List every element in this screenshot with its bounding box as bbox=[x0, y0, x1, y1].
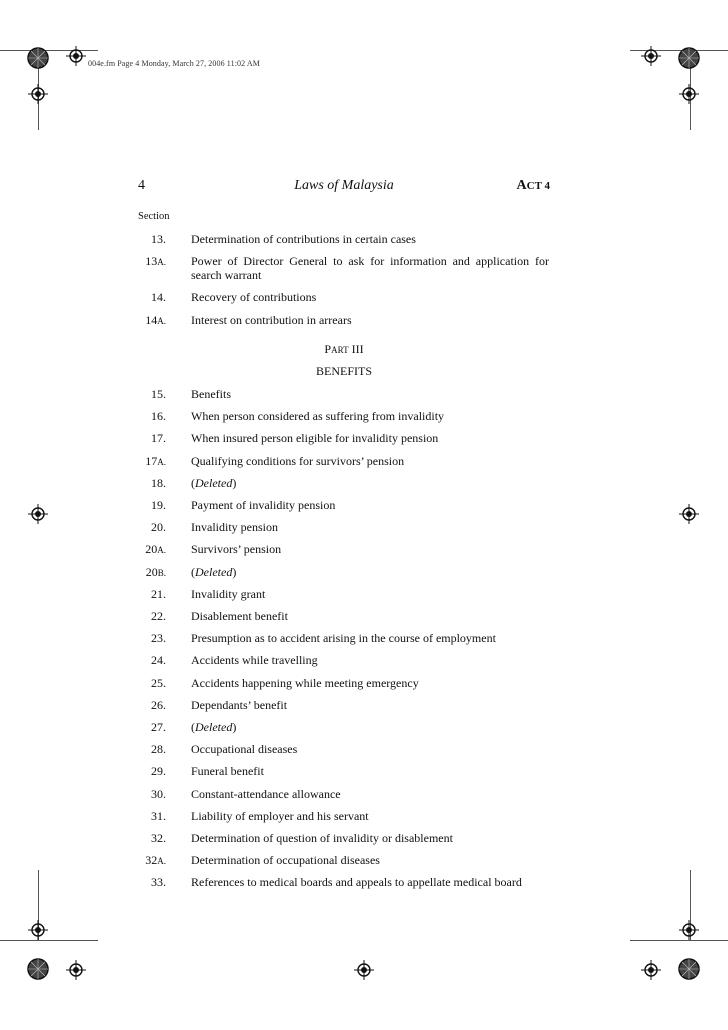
registration-mark-icon bbox=[28, 84, 48, 104]
section-number: 14. bbox=[151, 290, 166, 305]
section-number: 21. bbox=[151, 586, 166, 601]
registration-mark-icon bbox=[641, 46, 661, 66]
section-title: When insured person eligible for invalidity pension bbox=[191, 431, 439, 446]
section-title: When person considered as suffering from invalidity bbox=[191, 409, 445, 424]
section-title: Interest on contribution in arrears bbox=[191, 312, 352, 327]
section-number: 25. bbox=[151, 675, 166, 690]
section-title: Survivors’ pension bbox=[191, 542, 282, 557]
section-number: 32A. bbox=[145, 853, 166, 868]
section-number: 15. bbox=[151, 387, 166, 401]
section-title: Invalidity grant bbox=[191, 586, 266, 601]
section-title: Accidents happening while meeting emergency bbox=[191, 675, 419, 690]
registration-mark-icon bbox=[679, 504, 699, 524]
section-number: 20B. bbox=[145, 564, 166, 579]
section-label: Section bbox=[138, 211, 170, 222]
section-number: 17. bbox=[151, 431, 166, 446]
star-target-icon bbox=[26, 46, 50, 70]
crop-line bbox=[630, 940, 728, 941]
section-number: 13A. bbox=[145, 254, 166, 269]
section-title: Determination of occupational diseases bbox=[191, 853, 380, 868]
registration-mark-icon bbox=[66, 960, 86, 980]
section-number: 19. bbox=[151, 498, 166, 512]
section-number: 32. bbox=[151, 831, 166, 845]
section-title: Determination of question of invalidity or disablement bbox=[191, 831, 453, 845]
section-title: Dependants’ benefit bbox=[191, 697, 288, 712]
act-number: ACT 4 bbox=[516, 178, 550, 193]
part-heading: PART III bbox=[324, 342, 364, 356]
section-number: 16. bbox=[151, 409, 166, 424]
part-title: BENEFITS bbox=[315, 364, 372, 378]
star-target-icon bbox=[26, 957, 50, 981]
section-number: 31. bbox=[151, 808, 166, 823]
registration-mark-icon bbox=[679, 84, 699, 104]
section-title: Occupational diseases bbox=[191, 742, 298, 757]
section-title: Invalidity pension bbox=[191, 520, 278, 535]
registration-mark-icon bbox=[66, 46, 86, 66]
section-number: 20A. bbox=[145, 542, 166, 557]
section-title: Payment of invalidity pension bbox=[191, 498, 336, 512]
section-title: Benefits bbox=[191, 387, 231, 401]
running-title: Laws of Malaysia bbox=[294, 178, 394, 193]
section-title: Presumption as to accident arising in the course of employment bbox=[191, 631, 496, 646]
section-title: Constant-attendance allowance bbox=[191, 786, 341, 801]
registration-mark-icon bbox=[354, 960, 374, 980]
crop-line bbox=[0, 940, 98, 941]
section-title: References to medical boards and appeals to appellate medical board bbox=[191, 875, 522, 890]
section-number: 29. bbox=[151, 764, 166, 779]
section-title: Power of Director General to ask for information and application for search warrant bbox=[191, 254, 549, 283]
section-number: 26. bbox=[151, 697, 166, 712]
section-number: 33. bbox=[151, 875, 166, 890]
star-target-icon bbox=[677, 957, 701, 981]
section-title: (Deleted) bbox=[191, 475, 237, 490]
section-number: 30. bbox=[151, 786, 166, 801]
section-number: 14A. bbox=[145, 312, 166, 327]
section-number: 13. bbox=[151, 232, 166, 246]
section-number: 28. bbox=[151, 742, 166, 757]
section-title: Accidents while travelling bbox=[191, 653, 318, 668]
registration-mark-icon bbox=[28, 504, 48, 524]
section-number: 17A. bbox=[145, 453, 166, 468]
section-title: Liability of employer and his servant bbox=[191, 808, 369, 823]
section-number: 22. bbox=[151, 609, 166, 623]
registration-mark-icon bbox=[28, 920, 48, 940]
page-number: 4 bbox=[138, 178, 145, 193]
file-stamp: 004e.fm Page 4 Monday, March 27, 2006 11:02 AM bbox=[88, 59, 260, 68]
section-number: 20. bbox=[151, 520, 166, 535]
section-title: Qualifying conditions for survivors’ pension bbox=[191, 453, 405, 468]
registration-mark-icon bbox=[679, 920, 699, 940]
registration-mark-icon bbox=[641, 960, 661, 980]
section-number: 24. bbox=[151, 653, 166, 668]
section-title: (Deleted) bbox=[191, 720, 237, 734]
section-title: (Deleted) bbox=[191, 564, 237, 579]
page-header bbox=[138, 178, 550, 198]
star-target-icon bbox=[677, 46, 701, 70]
section-title: Determination of contributions in certain cases bbox=[191, 232, 416, 246]
section-title: Disablement benefit bbox=[191, 609, 288, 623]
section-number: 23. bbox=[151, 631, 166, 646]
section-number: 18. bbox=[151, 475, 166, 490]
section-title: Recovery of contributions bbox=[191, 290, 317, 305]
section-number: 27. bbox=[151, 720, 166, 734]
section-title: Funeral benefit bbox=[191, 764, 264, 779]
